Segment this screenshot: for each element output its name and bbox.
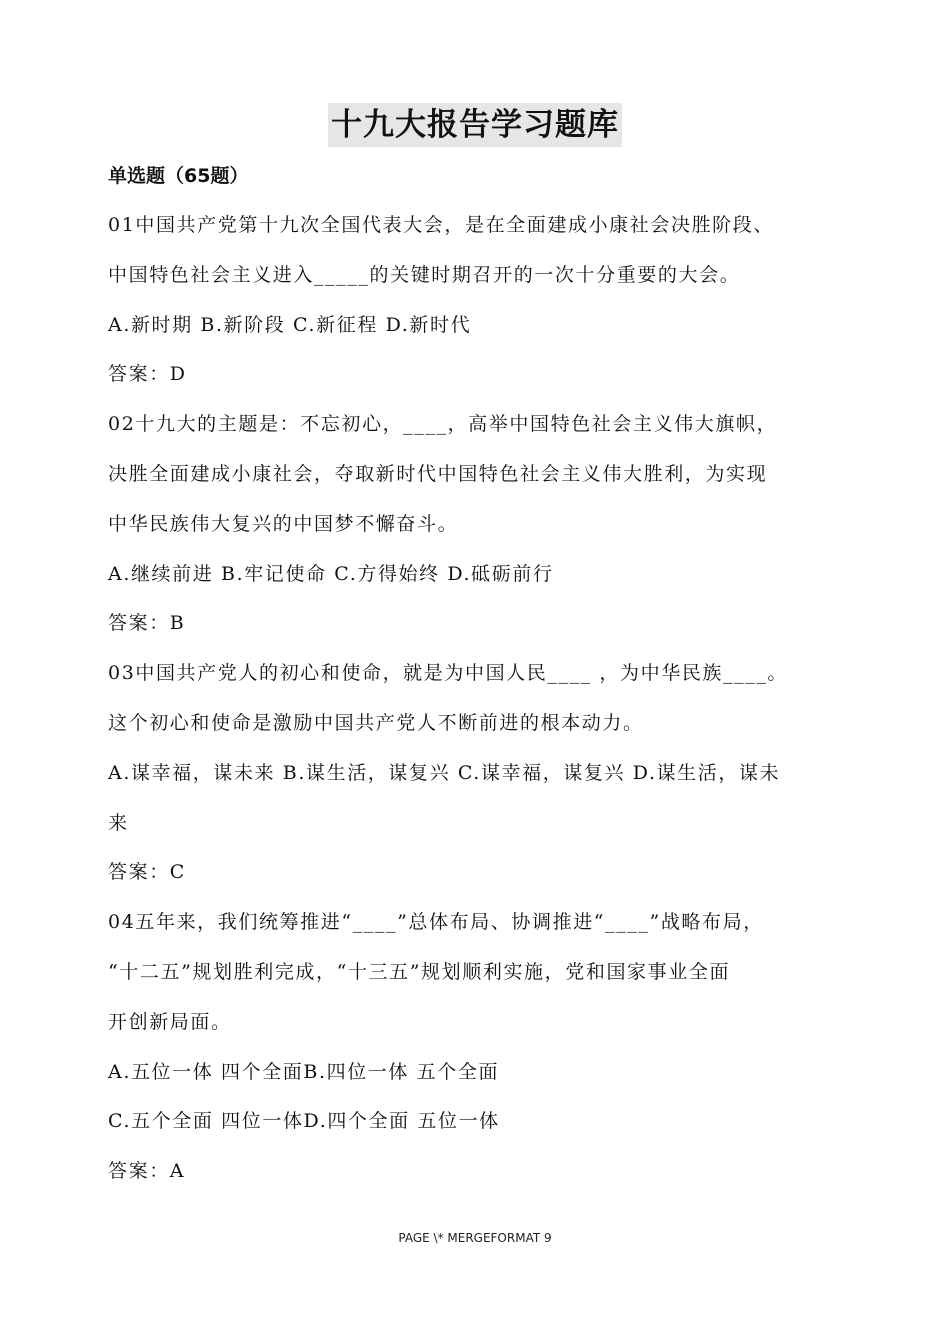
- question-3-answer: 答案：C: [108, 861, 186, 884]
- question-3-options-line-1: A.谋幸福，谋未来 B.谋生活，谋复兴 C.谋幸福，谋复兴 D.谋生活，谋未: [108, 761, 781, 784]
- title-container: [0, 103, 950, 147]
- page-footer: PAGE \* MERGEFORMAT 9: [398, 1231, 552, 1245]
- question-4-line-1: 04五年来，我们统筹推进“____”总体布局、协调推进“____”战略布局，: [108, 911, 764, 934]
- question-4-line-3: 开创新局面。: [108, 1010, 232, 1033]
- question-4-line-2: “十二五”规划胜利完成，“十三五”规划顺利实施，党和国家事业全面: [108, 960, 731, 983]
- question-3-line-1: 03中国共产党人的初心和使命，就是为中国人民____ ，为中华民族____。: [108, 662, 789, 685]
- question-1-line-2: 中国特色社会主义进入_____的关键时期召开的一次十分重要的大会。: [108, 263, 741, 286]
- question-3-options-line-2: 来: [108, 811, 129, 834]
- question-4-options-line-1: A.五位一体 四个全面B.四位一体 五个全面: [108, 1060, 500, 1083]
- section-heading: 单选题（65题）: [108, 165, 249, 187]
- question-2-answer: 答案：B: [108, 612, 186, 635]
- question-4-options-line-2: C.五个全面 四位一体D.四个全面 五位一体: [108, 1110, 500, 1133]
- question-4-answer: 答案：A: [108, 1160, 186, 1183]
- document-title: 十九大报告学习题库: [328, 103, 622, 147]
- question-1-options: A.新时期 B.新阶段 C.新征程 D.新时代: [108, 313, 472, 336]
- document-body: [108, 152, 868, 1197]
- question-3-line-2: 这个初心和使命是激励中国共产党人不断前进的根本动力。: [108, 711, 644, 734]
- question-1-line-1: 01中国共产党第十九次全国代表大会，是在全面建成小康社会决胜阶段、: [108, 214, 774, 236]
- question-2-options: A.继续前进 B.牢记使命 C.方得始终 D.砥砺前行: [108, 562, 554, 585]
- question-2-line-1: 02十九大的主题是：不忘初心，____，高举中国特色社会主义伟大旗帜，: [108, 413, 778, 436]
- question-1-answer: 答案：D: [108, 363, 187, 386]
- question-2-line-2: 决胜全面建成小康社会，夺取新时代中国特色社会主义伟大胜利，为实现: [108, 462, 768, 485]
- question-2-line-3: 中华民族伟大复兴的中国梦不懈奋斗。: [108, 512, 459, 535]
